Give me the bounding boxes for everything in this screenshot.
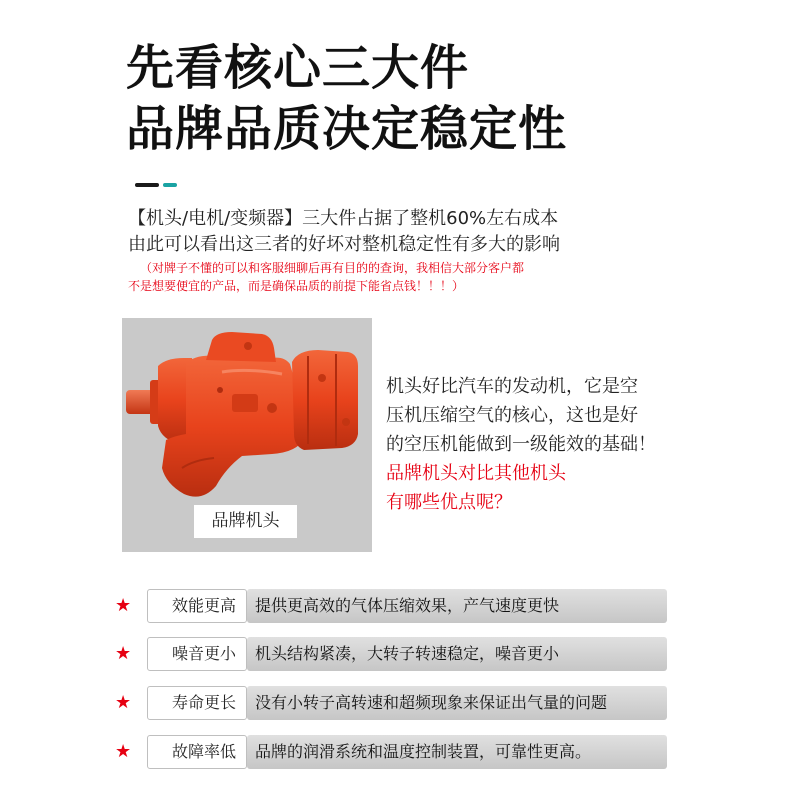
feature-name-box xyxy=(147,637,247,671)
accent-bar-dark xyxy=(135,183,159,187)
air-end-label: 品牌机头 xyxy=(194,505,297,538)
feature-name-box xyxy=(147,686,247,720)
headline-line-2: 品牌品质决定稳定性 xyxy=(126,101,568,157)
intro-note-line-2: 不是想要便宜的产品，而是确保品质的前提下能省点钱！！！） xyxy=(128,279,465,293)
star-icon: ★ xyxy=(115,643,132,664)
feature-description: 机头结构紧凑，大转子转速稳定，噪音更小 xyxy=(255,644,560,663)
feature-description-bar xyxy=(247,637,667,671)
feature-description-bar xyxy=(247,735,667,769)
description-line-2: 压机压缩空气的核心，这也是好 xyxy=(386,405,638,426)
description-line-3: 的空压机能做到一级能效的基础！ xyxy=(386,434,656,455)
feature-description: 没有小转子高转速和超频现象来保证出气量的问题 xyxy=(255,693,608,712)
feature-name-box xyxy=(147,589,247,623)
feature-description: 品牌的润滑系统和温度控制装置，可靠性更高。 xyxy=(255,742,592,761)
description-line-1: 机头好比汽车的发动机，它是空 xyxy=(386,376,638,397)
feature-description-bar xyxy=(247,686,667,720)
feature-name: 寿命更长 xyxy=(171,693,236,712)
headline-line-1: 先看核心三大件 xyxy=(126,40,470,96)
description-highlight-line-1: 品牌机头对比其他机头 xyxy=(386,463,566,484)
feature-row-lifespan xyxy=(115,686,667,720)
feature-row-efficiency xyxy=(115,589,667,623)
feature-name: 噪音更小 xyxy=(171,644,236,663)
star-icon: ★ xyxy=(115,692,132,713)
air-end-photo xyxy=(122,318,372,552)
star-icon: ★ xyxy=(115,595,132,616)
feature-name: 效能更高 xyxy=(171,596,236,615)
intro-line-2: 由此可以看出这三者的好坏对整机稳定性有多大的影响 xyxy=(128,234,560,255)
intro-note-line-1: （对牌子不懂的可以和客服细聊后再有目的的查询，我相信大部分客户都 xyxy=(140,261,525,275)
feature-description-bar xyxy=(247,589,667,623)
star-icon: ★ xyxy=(115,741,132,762)
accent-bar-teal xyxy=(163,183,177,187)
feature-name: 故障率低 xyxy=(171,742,236,761)
description-highlight-line-2: 有哪些优点呢？ xyxy=(386,492,512,513)
intro-line-1: 【机头/电机/变频器】三大件占据了整机60%左右成本 xyxy=(128,208,559,229)
feature-description: 提供更高效的气体压缩效果，产气速度更快 xyxy=(255,596,560,615)
feature-name-box xyxy=(147,735,247,769)
feature-row-reliability xyxy=(115,735,667,769)
feature-row-noise xyxy=(115,637,667,671)
